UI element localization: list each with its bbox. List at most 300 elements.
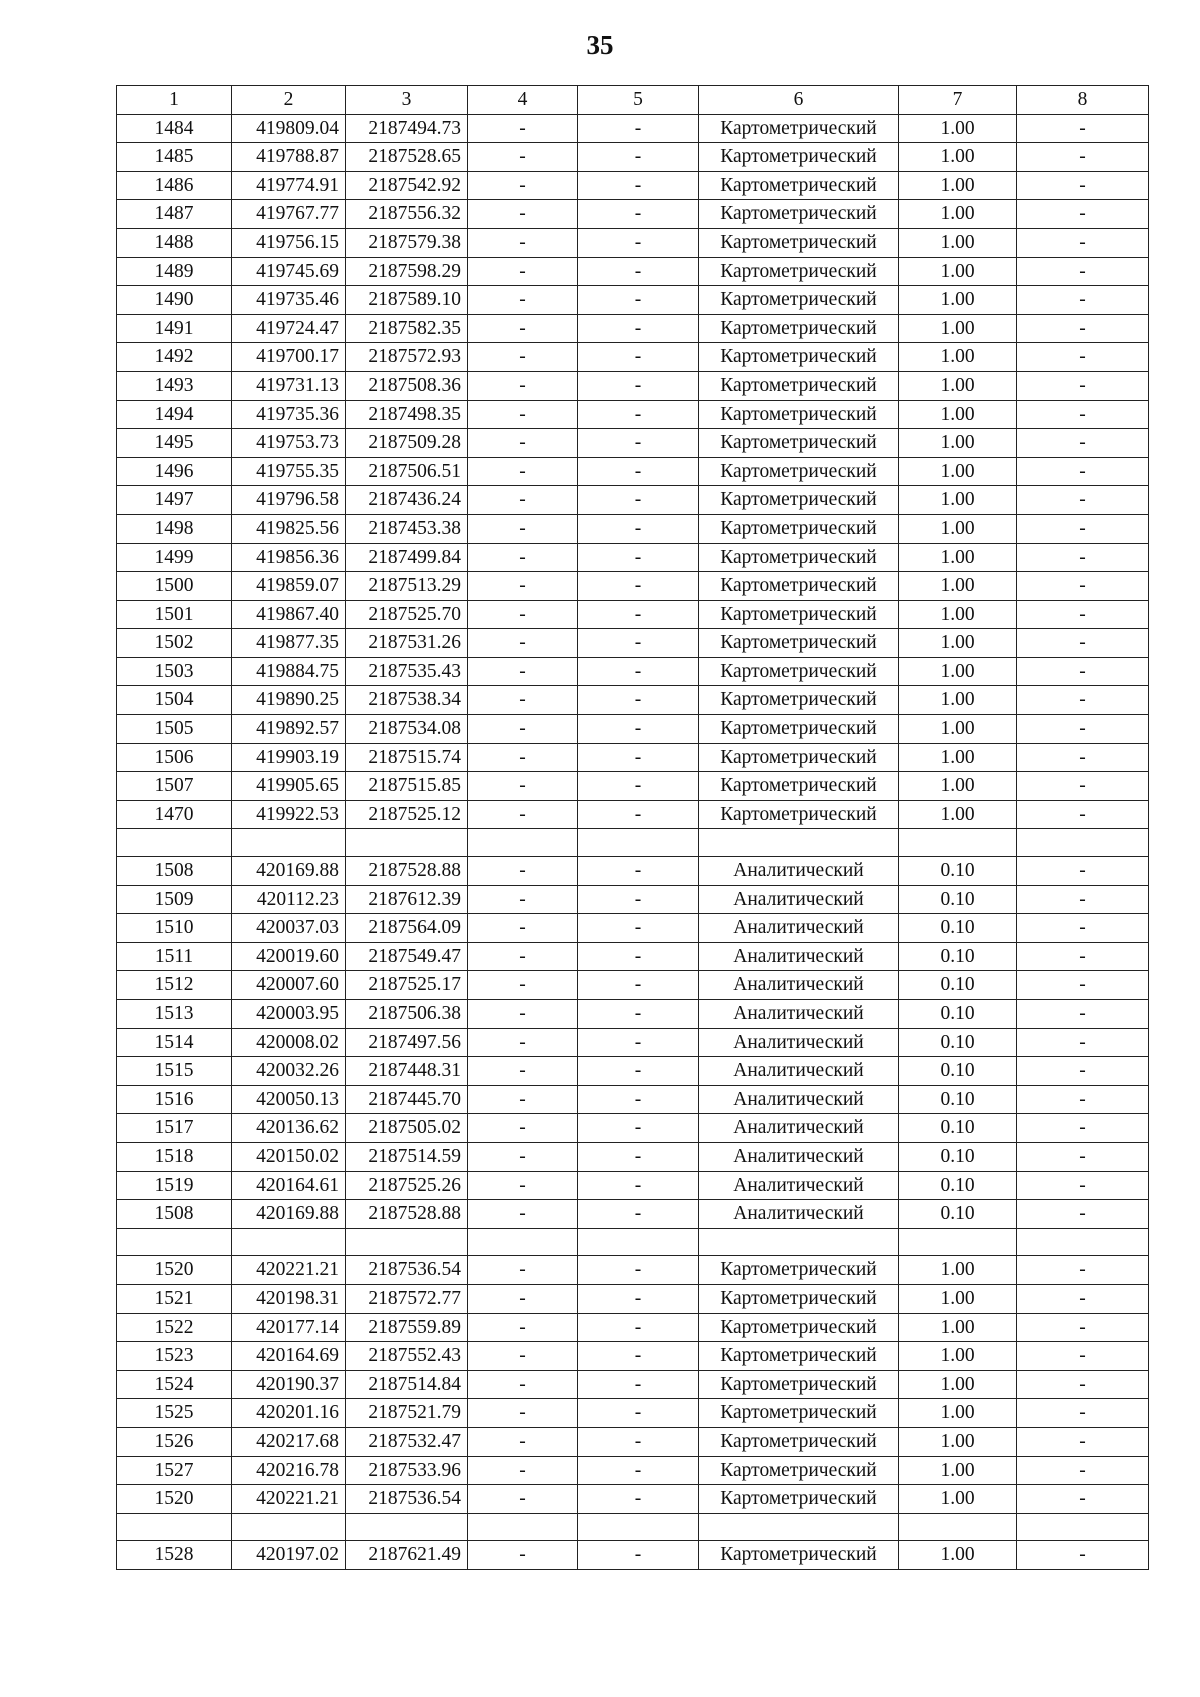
table-cell: -	[1017, 486, 1149, 515]
table-cell: -	[468, 772, 578, 801]
table-cell: 2187525.70	[346, 600, 468, 629]
table-cell: Картометрический	[699, 228, 899, 257]
table-cell: 419825.56	[232, 514, 346, 543]
table-cell: -	[468, 942, 578, 971]
table-cell: -	[468, 257, 578, 286]
table-cell: 2187514.59	[346, 1142, 468, 1171]
table-row	[117, 1456, 1149, 1485]
table-cell: Картометрический	[699, 1541, 899, 1570]
table-cell: 2187549.47	[346, 942, 468, 971]
table-cell: Аналитический	[699, 1000, 899, 1029]
table-cell: -	[578, 657, 699, 686]
table-cell: Аналитический	[699, 1114, 899, 1143]
table-cell: Картометрический	[699, 1256, 899, 1285]
table-cell: 420003.95	[232, 1000, 346, 1029]
table-cell: 1.00	[899, 486, 1017, 515]
table-row	[117, 486, 1149, 515]
table-row	[117, 743, 1149, 772]
table-cell: 419735.36	[232, 400, 346, 429]
table-cell: 419724.47	[232, 314, 346, 343]
table-cell: 2187436.24	[346, 486, 468, 515]
table-cell	[468, 829, 578, 857]
table-cell: 1515	[117, 1057, 232, 1086]
table-cell: 1497	[117, 486, 232, 515]
table-cell: Аналитический	[699, 971, 899, 1000]
table-cell: 420197.02	[232, 1541, 346, 1570]
table-cell: 1.00	[899, 114, 1017, 143]
table-cell: Картометрический	[699, 600, 899, 629]
header-cell: 6	[699, 86, 899, 115]
table-cell	[346, 1513, 468, 1541]
table-cell: Картометрический	[699, 457, 899, 486]
table-cell: 1521	[117, 1284, 232, 1313]
table-cell: 420164.61	[232, 1171, 346, 1200]
table-cell: 2187525.17	[346, 971, 468, 1000]
table-cell: 1.00	[899, 343, 1017, 372]
table-row	[117, 1114, 1149, 1143]
table-cell: -	[578, 1456, 699, 1485]
table-cell: -	[578, 486, 699, 515]
separator-row	[117, 1228, 1149, 1256]
table-cell: 419890.25	[232, 686, 346, 715]
table-cell: 2187579.38	[346, 228, 468, 257]
table-row	[117, 772, 1149, 801]
table-cell: -	[578, 1399, 699, 1428]
table-cell: 1490	[117, 286, 232, 315]
table-cell: 1525	[117, 1399, 232, 1428]
table-cell: -	[468, 371, 578, 400]
table-cell: 1.00	[899, 1313, 1017, 1342]
table-cell	[699, 829, 899, 857]
table-cell: 1486	[117, 171, 232, 200]
table-cell: 1.00	[899, 543, 1017, 572]
table-cell	[232, 1513, 346, 1541]
table-cell: 2187598.29	[346, 257, 468, 286]
table-cell: -	[578, 800, 699, 829]
table-cell: -	[578, 1142, 699, 1171]
table-cell: -	[1017, 800, 1149, 829]
separator-row	[117, 829, 1149, 857]
table-cell: -	[468, 914, 578, 943]
table-row	[117, 857, 1149, 886]
table-cell: 2187542.92	[346, 171, 468, 200]
table-cell: 1484	[117, 114, 232, 143]
table-row	[117, 400, 1149, 429]
table-cell	[468, 1228, 578, 1256]
table-cell: 420050.13	[232, 1085, 346, 1114]
table-cell: 1.00	[899, 143, 1017, 172]
table-cell: -	[468, 143, 578, 172]
table-cell: -	[468, 1057, 578, 1086]
table-cell: 1.00	[899, 1342, 1017, 1371]
table-cell: -	[1017, 971, 1149, 1000]
table-header	[117, 86, 1149, 115]
table-cell: -	[578, 885, 699, 914]
table-cell: -	[468, 1370, 578, 1399]
table-cell: 420032.26	[232, 1057, 346, 1086]
table-cell: Картометрический	[699, 257, 899, 286]
table-cell: -	[1017, 457, 1149, 486]
header-cell: 3	[346, 86, 468, 115]
table-cell: -	[1017, 200, 1149, 229]
table-cell: Картометрический	[699, 772, 899, 801]
table-cell: 419867.40	[232, 600, 346, 629]
table-cell: -	[578, 1342, 699, 1371]
table-row	[117, 1342, 1149, 1371]
table-cell: 2187528.65	[346, 143, 468, 172]
table-cell	[346, 1228, 468, 1256]
table-cell: 0.10	[899, 1114, 1017, 1143]
table-cell: 1.00	[899, 228, 1017, 257]
table-cell: -	[468, 286, 578, 315]
table-row	[117, 800, 1149, 829]
table-cell: 1491	[117, 314, 232, 343]
table-cell: 1.00	[899, 314, 1017, 343]
table-cell: -	[1017, 343, 1149, 372]
table-cell: 420221.21	[232, 1256, 346, 1285]
table-cell: Картометрический	[699, 1342, 899, 1371]
table-cell: 420169.88	[232, 857, 346, 886]
table-cell: -	[578, 715, 699, 744]
table-row	[117, 228, 1149, 257]
table-cell: -	[578, 1200, 699, 1229]
table-cell: 0.10	[899, 914, 1017, 943]
table-cell: 1520	[117, 1256, 232, 1285]
table-cell: 419796.58	[232, 486, 346, 515]
table-cell: 1.00	[899, 514, 1017, 543]
table-row	[117, 686, 1149, 715]
table-row	[117, 343, 1149, 372]
table-cell: -	[468, 514, 578, 543]
table-cell	[578, 1228, 699, 1256]
table-row	[117, 1142, 1149, 1171]
table-cell: 2187534.08	[346, 715, 468, 744]
table-cell: 420008.02	[232, 1028, 346, 1057]
table-cell: 1501	[117, 600, 232, 629]
table-cell: 1527	[117, 1456, 232, 1485]
table-row	[117, 1171, 1149, 1200]
table-cell: 2187572.93	[346, 343, 468, 372]
table-cell: -	[578, 314, 699, 343]
table-cell: 1524	[117, 1370, 232, 1399]
table-cell: -	[468, 1541, 578, 1570]
table-cell: -	[1017, 657, 1149, 686]
table-cell: 1500	[117, 572, 232, 601]
table-cell: -	[1017, 1284, 1149, 1313]
table-cell: 1506	[117, 743, 232, 772]
table-cell: -	[578, 200, 699, 229]
table-row	[117, 114, 1149, 143]
table-row	[117, 171, 1149, 200]
table-row	[117, 143, 1149, 172]
table-cell	[699, 1513, 899, 1541]
header-cell: 8	[1017, 86, 1149, 115]
table-cell: Картометрический	[699, 429, 899, 458]
table-row	[117, 257, 1149, 286]
table-cell: -	[1017, 914, 1149, 943]
table-cell: -	[578, 914, 699, 943]
table-cell: Картометрический	[699, 543, 899, 572]
table-cell: 420164.69	[232, 1342, 346, 1371]
table-cell: 2187535.43	[346, 657, 468, 686]
table-cell: -	[1017, 942, 1149, 971]
table-cell: -	[468, 686, 578, 715]
table-cell: 419856.36	[232, 543, 346, 572]
table-row	[117, 314, 1149, 343]
table-cell: 2187621.49	[346, 1541, 468, 1570]
table-cell: 1470	[117, 800, 232, 829]
table-cell	[117, 1513, 232, 1541]
coordinates-table	[116, 85, 1149, 1570]
table-cell: Картометрический	[699, 1370, 899, 1399]
table-cell: -	[468, 800, 578, 829]
table-cell: -	[468, 400, 578, 429]
table-cell: -	[468, 457, 578, 486]
table-cell: 1508	[117, 1200, 232, 1229]
table-cell: 420216.78	[232, 1456, 346, 1485]
header-cell: 5	[578, 86, 699, 115]
table-cell: -	[468, 629, 578, 658]
table-row	[117, 1057, 1149, 1086]
table-cell: 1513	[117, 1000, 232, 1029]
table-cell: -	[578, 514, 699, 543]
table-cell: Картометрический	[699, 572, 899, 601]
table-cell: -	[468, 1427, 578, 1456]
table-row	[117, 715, 1149, 744]
table-cell: -	[578, 971, 699, 1000]
table-row	[117, 1427, 1149, 1456]
table-cell: -	[468, 1256, 578, 1285]
table-row	[117, 1200, 1149, 1229]
table-cell: -	[468, 743, 578, 772]
table-cell: -	[1017, 514, 1149, 543]
table-cell: Аналитический	[699, 1085, 899, 1114]
table-cell: -	[578, 1028, 699, 1057]
table-cell: 1488	[117, 228, 232, 257]
table-cell	[699, 1228, 899, 1256]
table-cell: 0.10	[899, 1085, 1017, 1114]
table-cell: -	[468, 314, 578, 343]
table-cell: -	[1017, 772, 1149, 801]
table-cell: -	[1017, 1000, 1149, 1029]
table-cell: -	[1017, 1085, 1149, 1114]
table-cell: 2187532.47	[346, 1427, 468, 1456]
table-cell: -	[1017, 1171, 1149, 1200]
table-cell: Аналитический	[699, 1028, 899, 1057]
table-cell: 1502	[117, 629, 232, 658]
table-cell: -	[468, 885, 578, 914]
table-cell: -	[468, 1456, 578, 1485]
table-cell: -	[1017, 572, 1149, 601]
table-cell: 419922.53	[232, 800, 346, 829]
table-cell: -	[1017, 1427, 1149, 1456]
table-cell: Картометрический	[699, 800, 899, 829]
table-cell: -	[468, 1399, 578, 1428]
table-cell: -	[1017, 286, 1149, 315]
table-cell	[232, 829, 346, 857]
table-cell: -	[1017, 257, 1149, 286]
table-cell: -	[1017, 1114, 1149, 1143]
table-cell: -	[1017, 1313, 1149, 1342]
table-row	[117, 971, 1149, 1000]
table-cell	[899, 1513, 1017, 1541]
table-cell: 419731.13	[232, 371, 346, 400]
table-cell: 2187536.54	[346, 1256, 468, 1285]
table-cell: 1.00	[899, 743, 1017, 772]
table-cell: -	[578, 286, 699, 315]
table-cell: -	[578, 743, 699, 772]
table-cell: -	[468, 1142, 578, 1171]
table-cell: 1.00	[899, 171, 1017, 200]
table-cell: 419809.04	[232, 114, 346, 143]
table-cell: -	[578, 572, 699, 601]
table-cell: 1.00	[899, 1256, 1017, 1285]
table-cell: -	[1017, 371, 1149, 400]
table-cell: -	[1017, 1485, 1149, 1514]
table-cell: 2187453.38	[346, 514, 468, 543]
table-cell: 2187448.31	[346, 1057, 468, 1086]
table-cell: -	[578, 1085, 699, 1114]
table-cell: 0.10	[899, 1057, 1017, 1086]
table-cell: -	[468, 1200, 578, 1229]
table-cell: -	[1017, 600, 1149, 629]
table-cell: 2187572.77	[346, 1284, 468, 1313]
table-cell: -	[1017, 1200, 1149, 1229]
table-cell: 1503	[117, 657, 232, 686]
separator-row	[117, 1513, 1149, 1541]
table-cell: 2187508.36	[346, 371, 468, 400]
table-cell: 2187515.74	[346, 743, 468, 772]
table-row	[117, 457, 1149, 486]
table-cell: 2187514.84	[346, 1370, 468, 1399]
table-cell: 0.10	[899, 1200, 1017, 1229]
table-cell: -	[578, 371, 699, 400]
table-cell	[117, 829, 232, 857]
table-cell: 0.10	[899, 1028, 1017, 1057]
table-cell: 420007.60	[232, 971, 346, 1000]
table-cell: 1.00	[899, 457, 1017, 486]
table-cell: 0.10	[899, 942, 1017, 971]
table-cell	[1017, 1228, 1149, 1256]
table-cell: 420201.16	[232, 1399, 346, 1428]
table-cell: Картометрический	[699, 1485, 899, 1514]
table-cell: -	[468, 857, 578, 886]
table-cell: -	[468, 228, 578, 257]
table-row	[117, 543, 1149, 572]
table-cell: 2187525.26	[346, 1171, 468, 1200]
table-cell: -	[578, 228, 699, 257]
table-cell: -	[468, 1028, 578, 1057]
table-cell	[346, 829, 468, 857]
table-cell: -	[468, 657, 578, 686]
table-cell: 2187533.96	[346, 1456, 468, 1485]
table-cell: Картометрический	[699, 286, 899, 315]
header-cell: 2	[232, 86, 346, 115]
table-cell: 1526	[117, 1427, 232, 1456]
table-cell: 2187525.12	[346, 800, 468, 829]
table-cell: 2187506.51	[346, 457, 468, 486]
table-cell: -	[578, 429, 699, 458]
table-cell: 1507	[117, 772, 232, 801]
table-cell: 419774.91	[232, 171, 346, 200]
table-cell: -	[1017, 171, 1149, 200]
table-cell: 419753.73	[232, 429, 346, 458]
table-body	[117, 114, 1149, 1569]
table-cell: 0.10	[899, 1142, 1017, 1171]
table-cell: 2187528.88	[346, 1200, 468, 1229]
table-cell: 2187582.35	[346, 314, 468, 343]
header-row	[117, 86, 1149, 115]
table-cell: 1519	[117, 1171, 232, 1200]
table-cell: 419700.17	[232, 343, 346, 372]
table-cell: Картометрический	[699, 1284, 899, 1313]
table-cell: 1517	[117, 1114, 232, 1143]
table-cell: -	[578, 1313, 699, 1342]
table-cell: -	[468, 486, 578, 515]
table-cell: -	[1017, 1399, 1149, 1428]
header-cell: 7	[899, 86, 1017, 115]
table-row	[117, 942, 1149, 971]
table-cell: 419884.75	[232, 657, 346, 686]
table-cell: 1523	[117, 1342, 232, 1371]
table-cell: -	[578, 1171, 699, 1200]
table-cell: Картометрический	[699, 314, 899, 343]
table-cell: Картометрический	[699, 743, 899, 772]
table-cell: 1.00	[899, 1427, 1017, 1456]
table-cell: Картометрический	[699, 200, 899, 229]
table-cell: -	[1017, 857, 1149, 886]
table-cell: -	[468, 171, 578, 200]
table-cell: 1509	[117, 885, 232, 914]
table-cell: 419905.65	[232, 772, 346, 801]
table-cell: -	[468, 343, 578, 372]
table-cell: Картометрический	[699, 371, 899, 400]
table-cell: -	[468, 1000, 578, 1029]
table-row	[117, 657, 1149, 686]
table-cell: -	[578, 857, 699, 886]
table-cell: 2187589.10	[346, 286, 468, 315]
table-row	[117, 1541, 1149, 1570]
table-cell: -	[1017, 1541, 1149, 1570]
table-cell: 2187528.88	[346, 857, 468, 886]
table-cell	[899, 1228, 1017, 1256]
table-cell: 1.00	[899, 400, 1017, 429]
table-cell: -	[1017, 543, 1149, 572]
table-row	[117, 200, 1149, 229]
table-cell: -	[1017, 1057, 1149, 1086]
table-cell: 1511	[117, 942, 232, 971]
table-cell: -	[1017, 143, 1149, 172]
table-cell: Аналитический	[699, 914, 899, 943]
table-cell: 1.00	[899, 800, 1017, 829]
table-cell: -	[578, 1114, 699, 1143]
table-cell: -	[578, 686, 699, 715]
table-cell: 2187509.28	[346, 429, 468, 458]
table-cell: -	[468, 971, 578, 1000]
table-cell: Картометрический	[699, 657, 899, 686]
table-cell: Картометрический	[699, 629, 899, 658]
table-cell: -	[468, 1171, 578, 1200]
table-cell: Картометрический	[699, 1313, 899, 1342]
table-cell: 2187559.89	[346, 1313, 468, 1342]
table-cell: 419745.69	[232, 257, 346, 286]
table-cell	[468, 1513, 578, 1541]
table-cell: -	[578, 1370, 699, 1399]
table-cell: 2187445.70	[346, 1085, 468, 1114]
table-cell: 1510	[117, 914, 232, 943]
table-cell	[578, 1513, 699, 1541]
table-cell: 1498	[117, 514, 232, 543]
